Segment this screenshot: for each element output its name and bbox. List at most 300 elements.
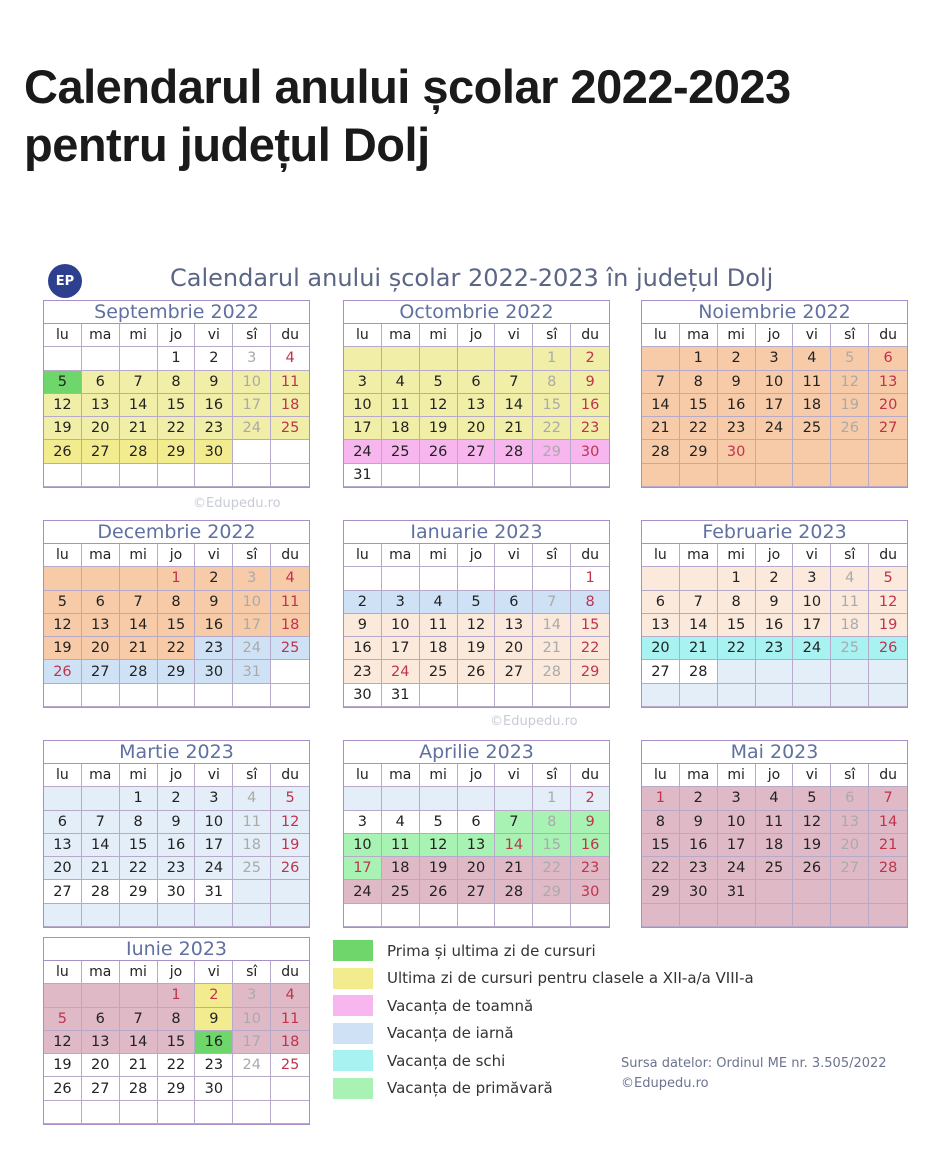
day-cell: 13 xyxy=(82,394,120,417)
weekday-header: sî xyxy=(233,961,271,984)
weekday-header: vi xyxy=(195,961,233,984)
empty-cell xyxy=(793,904,831,927)
day-cell: 19 xyxy=(793,834,831,857)
day-cell: 27 xyxy=(642,660,680,683)
empty-cell xyxy=(120,567,158,590)
weekday-header: lu xyxy=(642,764,680,787)
empty-cell xyxy=(233,880,271,903)
day-cell: 7 xyxy=(869,787,907,810)
day-cell: 1 xyxy=(571,567,609,590)
weekday-header: lu xyxy=(44,544,82,567)
source-line-2: ©Edupedu.ro xyxy=(621,1076,709,1091)
day-cell: 4 xyxy=(382,811,420,834)
day-cell: 12 xyxy=(44,394,82,417)
day-cell: 25 xyxy=(831,637,869,660)
month-4 xyxy=(43,520,310,708)
day-cell: 12 xyxy=(458,614,496,637)
weekday-header: vi xyxy=(495,764,533,787)
month-title: Octombrie 2022 xyxy=(344,301,609,324)
empty-cell xyxy=(233,684,271,707)
day-cell: 3 xyxy=(344,811,382,834)
day-cell: 23 xyxy=(571,417,609,440)
weekday-header: ma xyxy=(82,324,120,347)
empty-cell xyxy=(271,684,309,707)
weekday-header: jo xyxy=(756,324,794,347)
weekday-header: ma xyxy=(82,544,120,567)
empty-cell xyxy=(44,347,82,370)
empty-cell xyxy=(44,984,82,1007)
day-cell: 8 xyxy=(158,1008,196,1031)
day-cell: 23 xyxy=(158,857,196,880)
day-cell: 21 xyxy=(120,1054,158,1077)
day-cell: 24 xyxy=(233,1054,271,1077)
empty-cell xyxy=(756,684,794,707)
day-cell: 22 xyxy=(158,1054,196,1077)
day-cell: 18 xyxy=(382,857,420,880)
day-cell: 5 xyxy=(44,1008,82,1031)
source-note xyxy=(621,1054,887,1094)
weekday-header: jo xyxy=(158,961,196,984)
weekday-header: sî xyxy=(233,764,271,787)
day-cell: 14 xyxy=(120,614,158,637)
month-grid xyxy=(344,764,609,927)
day-cell: 28 xyxy=(120,1077,158,1100)
day-cell: 30 xyxy=(718,440,756,463)
day-cell: 11 xyxy=(382,394,420,417)
day-cell: 25 xyxy=(271,637,309,660)
day-cell: 19 xyxy=(44,1054,82,1077)
weekday-header: du xyxy=(571,544,609,567)
empty-cell xyxy=(120,904,158,927)
day-cell: 18 xyxy=(233,834,271,857)
empty-cell xyxy=(82,904,120,927)
day-cell: 10 xyxy=(793,591,831,614)
day-cell: 25 xyxy=(233,857,271,880)
legend-swatch xyxy=(333,940,373,961)
day-cell: 23 xyxy=(571,857,609,880)
weekday-header: lu xyxy=(44,961,82,984)
empty-cell xyxy=(495,567,533,590)
day-cell: 27 xyxy=(82,1077,120,1100)
weekday-header: ma xyxy=(382,324,420,347)
day-cell: 1 xyxy=(120,787,158,810)
day-cell: 26 xyxy=(831,417,869,440)
day-cell: 14 xyxy=(533,614,571,637)
day-cell: 19 xyxy=(420,857,458,880)
empty-cell xyxy=(793,440,831,463)
day-cell: 14 xyxy=(495,394,533,417)
weekday-header: mi xyxy=(420,544,458,567)
day-cell: 28 xyxy=(82,880,120,903)
day-cell: 11 xyxy=(271,1008,309,1031)
source-line-1: Sursa datelor: Ordinul ME nr. 3.505/2022 xyxy=(621,1056,887,1071)
day-cell: 1 xyxy=(680,347,718,370)
empty-cell xyxy=(195,904,233,927)
day-cell: 15 xyxy=(120,834,158,857)
day-cell: 2 xyxy=(195,984,233,1007)
day-cell: 29 xyxy=(533,880,571,903)
empty-cell xyxy=(756,660,794,683)
day-cell: 25 xyxy=(793,417,831,440)
weekday-header: du xyxy=(571,764,609,787)
legend-label: Vacanța de schi xyxy=(387,1051,506,1070)
day-cell: 11 xyxy=(793,371,831,394)
day-cell: 18 xyxy=(271,614,309,637)
day-cell: 3 xyxy=(756,347,794,370)
weekday-header: mi xyxy=(120,764,158,787)
empty-cell xyxy=(271,880,309,903)
day-cell: 21 xyxy=(120,637,158,660)
day-cell: 20 xyxy=(495,637,533,660)
day-cell: 13 xyxy=(82,1031,120,1054)
day-cell: 11 xyxy=(756,811,794,834)
empty-cell xyxy=(382,347,420,370)
month-grid xyxy=(44,324,309,487)
day-cell: 22 xyxy=(533,417,571,440)
day-cell: 31 xyxy=(344,464,382,487)
day-cell: 7 xyxy=(533,591,571,614)
day-cell: 7 xyxy=(495,371,533,394)
day-cell: 7 xyxy=(120,591,158,614)
day-cell: 18 xyxy=(420,637,458,660)
day-cell: 30 xyxy=(344,684,382,707)
day-cell: 16 xyxy=(756,614,794,637)
day-cell: 16 xyxy=(195,614,233,637)
month-title: Noiembrie 2022 xyxy=(642,301,907,324)
empty-cell xyxy=(158,1101,196,1124)
empty-cell xyxy=(680,904,718,927)
watermark-2: ©Edupedu.ro xyxy=(490,714,578,729)
day-cell: 20 xyxy=(831,834,869,857)
empty-cell xyxy=(233,1077,271,1100)
day-cell: 4 xyxy=(793,347,831,370)
day-cell: 17 xyxy=(344,857,382,880)
day-cell: 30 xyxy=(571,880,609,903)
day-cell: 25 xyxy=(382,880,420,903)
day-cell: 16 xyxy=(718,394,756,417)
day-cell: 18 xyxy=(271,394,309,417)
empty-cell xyxy=(271,660,309,683)
weekday-header: ma xyxy=(680,764,718,787)
empty-cell xyxy=(195,684,233,707)
empty-cell xyxy=(756,880,794,903)
day-cell: 21 xyxy=(642,417,680,440)
empty-cell xyxy=(158,464,196,487)
weekday-header: lu xyxy=(642,324,680,347)
day-cell: 29 xyxy=(680,440,718,463)
day-cell: 8 xyxy=(571,591,609,614)
weekday-header: du xyxy=(869,764,907,787)
weekday-header: ma xyxy=(382,764,420,787)
month-grid xyxy=(642,544,907,707)
weekday-header: mi xyxy=(718,544,756,567)
weekday-header: sî xyxy=(533,544,571,567)
empty-cell xyxy=(793,880,831,903)
day-cell: 28 xyxy=(495,440,533,463)
weekday-header: vi xyxy=(793,764,831,787)
day-cell: 15 xyxy=(158,1031,196,1054)
weekday-header: du xyxy=(271,544,309,567)
day-cell: 19 xyxy=(44,417,82,440)
empty-cell xyxy=(82,464,120,487)
weekday-header: sî xyxy=(831,544,869,567)
month-1 xyxy=(43,300,310,488)
legend-label: Vacanța de primăvară xyxy=(387,1079,553,1098)
day-cell: 18 xyxy=(793,394,831,417)
weekday-header: sî xyxy=(831,764,869,787)
weekday-header: ma xyxy=(82,764,120,787)
day-cell: 29 xyxy=(642,880,680,903)
day-cell: 10 xyxy=(718,811,756,834)
day-cell: 8 xyxy=(718,591,756,614)
empty-cell xyxy=(869,880,907,903)
day-cell: 28 xyxy=(120,660,158,683)
weekday-header: jo xyxy=(458,544,496,567)
day-cell: 6 xyxy=(831,787,869,810)
day-cell: 27 xyxy=(82,660,120,683)
headline-line-1: Calendarul anului școlar 2022-2023 xyxy=(24,60,791,113)
day-cell: 25 xyxy=(271,417,309,440)
day-cell: 26 xyxy=(793,857,831,880)
day-cell: 22 xyxy=(680,417,718,440)
day-cell: 27 xyxy=(495,660,533,683)
day-cell: 3 xyxy=(233,567,271,590)
empty-cell xyxy=(344,904,382,927)
weekday-header: mi xyxy=(718,764,756,787)
empty-cell xyxy=(495,904,533,927)
month-title: Mai 2023 xyxy=(642,741,907,764)
day-cell: 8 xyxy=(680,371,718,394)
month-grid xyxy=(44,764,309,927)
day-cell: 19 xyxy=(420,417,458,440)
empty-cell xyxy=(571,904,609,927)
month-6 xyxy=(641,520,908,708)
empty-cell xyxy=(495,787,533,810)
day-cell: 5 xyxy=(44,591,82,614)
day-cell: 2 xyxy=(571,347,609,370)
calendar-subtitle: Calendarul anului școlar 2022-2023 în județul Dolj xyxy=(170,264,774,292)
empty-cell xyxy=(44,787,82,810)
day-cell: 24 xyxy=(344,440,382,463)
weekday-header: mi xyxy=(420,324,458,347)
day-cell: 15 xyxy=(158,394,196,417)
empty-cell xyxy=(158,904,196,927)
day-cell: 20 xyxy=(44,857,82,880)
day-cell: 24 xyxy=(344,880,382,903)
day-cell: 7 xyxy=(495,811,533,834)
month-title: Februarie 2023 xyxy=(642,521,907,544)
day-cell: 24 xyxy=(756,417,794,440)
day-cell: 22 xyxy=(642,857,680,880)
weekday-header: vi xyxy=(195,544,233,567)
weekday-header: du xyxy=(869,324,907,347)
day-cell: 26 xyxy=(458,660,496,683)
day-cell: 5 xyxy=(44,371,82,394)
weekday-header: vi xyxy=(195,324,233,347)
day-cell: 30 xyxy=(195,660,233,683)
weekday-header: du xyxy=(869,544,907,567)
day-cell: 3 xyxy=(718,787,756,810)
day-cell: 31 xyxy=(382,684,420,707)
empty-cell xyxy=(82,984,120,1007)
empty-cell xyxy=(82,787,120,810)
day-cell: 11 xyxy=(233,811,271,834)
day-cell: 29 xyxy=(158,1077,196,1100)
day-cell: 4 xyxy=(271,347,309,370)
empty-cell xyxy=(271,1077,309,1100)
legend-label: Vacanța de iarnă xyxy=(387,1024,514,1043)
empty-cell xyxy=(458,904,496,927)
day-cell: 22 xyxy=(533,857,571,880)
day-cell: 22 xyxy=(571,637,609,660)
weekday-header: vi xyxy=(793,324,831,347)
legend-swatch xyxy=(333,1050,373,1071)
empty-cell xyxy=(458,787,496,810)
empty-cell xyxy=(642,904,680,927)
day-cell: 13 xyxy=(458,834,496,857)
day-cell: 1 xyxy=(533,787,571,810)
day-cell: 9 xyxy=(571,811,609,834)
day-cell: 12 xyxy=(869,591,907,614)
day-cell: 6 xyxy=(82,591,120,614)
day-cell: 24 xyxy=(233,637,271,660)
month-grid xyxy=(642,764,907,927)
day-cell: 30 xyxy=(680,880,718,903)
empty-cell xyxy=(420,347,458,370)
day-cell: 28 xyxy=(869,857,907,880)
empty-cell xyxy=(458,567,496,590)
legend-label: Ultima zi de cursuri pentru clasele a XII-a/a VIII-a xyxy=(387,969,754,988)
day-cell: 30 xyxy=(195,1077,233,1100)
month-title: Decembrie 2022 xyxy=(44,521,309,544)
month-grid xyxy=(44,961,309,1124)
weekday-header: jo xyxy=(158,544,196,567)
day-cell: 20 xyxy=(869,394,907,417)
day-cell: 10 xyxy=(233,1008,271,1031)
day-cell: 3 xyxy=(793,567,831,590)
weekday-header: sî xyxy=(233,544,271,567)
empty-cell xyxy=(571,684,609,707)
day-cell: 25 xyxy=(420,660,458,683)
day-cell: 11 xyxy=(831,591,869,614)
empty-cell xyxy=(420,787,458,810)
empty-cell xyxy=(831,464,869,487)
day-cell: 21 xyxy=(495,857,533,880)
day-cell: 8 xyxy=(533,371,571,394)
month-2 xyxy=(343,300,610,488)
day-cell: 7 xyxy=(82,811,120,834)
day-cell: 21 xyxy=(680,637,718,660)
day-cell: 15 xyxy=(533,394,571,417)
empty-cell xyxy=(44,464,82,487)
day-cell: 2 xyxy=(158,787,196,810)
day-cell: 18 xyxy=(756,834,794,857)
empty-cell xyxy=(680,567,718,590)
day-cell: 6 xyxy=(869,347,907,370)
day-cell: 9 xyxy=(195,371,233,394)
day-cell: 7 xyxy=(120,371,158,394)
day-cell: 14 xyxy=(82,834,120,857)
day-cell: 6 xyxy=(458,811,496,834)
day-cell: 3 xyxy=(233,984,271,1007)
empty-cell xyxy=(642,347,680,370)
day-cell: 16 xyxy=(195,394,233,417)
empty-cell xyxy=(382,567,420,590)
day-cell: 20 xyxy=(82,417,120,440)
empty-cell xyxy=(420,567,458,590)
day-cell: 30 xyxy=(158,880,196,903)
day-cell: 20 xyxy=(642,637,680,660)
legend-swatch xyxy=(333,1023,373,1044)
empty-cell xyxy=(831,684,869,707)
day-cell: 6 xyxy=(458,371,496,394)
day-cell: 6 xyxy=(642,591,680,614)
empty-cell xyxy=(82,567,120,590)
day-cell: 29 xyxy=(571,660,609,683)
month-grid xyxy=(344,544,609,707)
day-cell: 14 xyxy=(869,811,907,834)
weekday-header: lu xyxy=(344,764,382,787)
day-cell: 1 xyxy=(533,347,571,370)
empty-cell xyxy=(831,660,869,683)
empty-cell xyxy=(642,464,680,487)
day-cell: 25 xyxy=(756,857,794,880)
empty-cell xyxy=(533,567,571,590)
empty-cell xyxy=(869,464,907,487)
weekday-header: vi xyxy=(495,324,533,347)
weekday-header: du xyxy=(271,961,309,984)
day-cell: 4 xyxy=(756,787,794,810)
weekday-header: ma xyxy=(382,544,420,567)
day-cell: 21 xyxy=(869,834,907,857)
day-cell: 24 xyxy=(718,857,756,880)
day-cell: 23 xyxy=(680,857,718,880)
day-cell: 13 xyxy=(458,394,496,417)
day-cell: 12 xyxy=(44,1031,82,1054)
weekday-header: du xyxy=(271,324,309,347)
empty-cell xyxy=(120,1101,158,1124)
day-cell: 27 xyxy=(831,857,869,880)
day-cell: 26 xyxy=(44,1077,82,1100)
day-cell: 4 xyxy=(271,984,309,1007)
empty-cell xyxy=(271,904,309,927)
day-cell: 15 xyxy=(642,834,680,857)
day-cell: 6 xyxy=(82,1008,120,1031)
empty-cell xyxy=(756,464,794,487)
day-cell: 5 xyxy=(793,787,831,810)
empty-cell xyxy=(44,1101,82,1124)
day-cell: 15 xyxy=(571,614,609,637)
weekday-header: jo xyxy=(458,764,496,787)
day-cell: 26 xyxy=(420,440,458,463)
day-cell: 3 xyxy=(233,347,271,370)
day-cell: 8 xyxy=(158,591,196,614)
legend-label: Prima și ultima zi de cursuri xyxy=(387,941,596,960)
month-3 xyxy=(641,300,908,488)
day-cell: 28 xyxy=(642,440,680,463)
day-cell: 27 xyxy=(458,880,496,903)
day-cell: 1 xyxy=(158,347,196,370)
day-cell: 28 xyxy=(495,880,533,903)
empty-cell xyxy=(793,684,831,707)
day-cell: 16 xyxy=(158,834,196,857)
weekday-header: jo xyxy=(756,764,794,787)
day-cell: 6 xyxy=(495,591,533,614)
day-cell: 2 xyxy=(344,591,382,614)
month-7 xyxy=(43,740,310,928)
day-cell: 12 xyxy=(420,394,458,417)
day-cell: 5 xyxy=(420,371,458,394)
